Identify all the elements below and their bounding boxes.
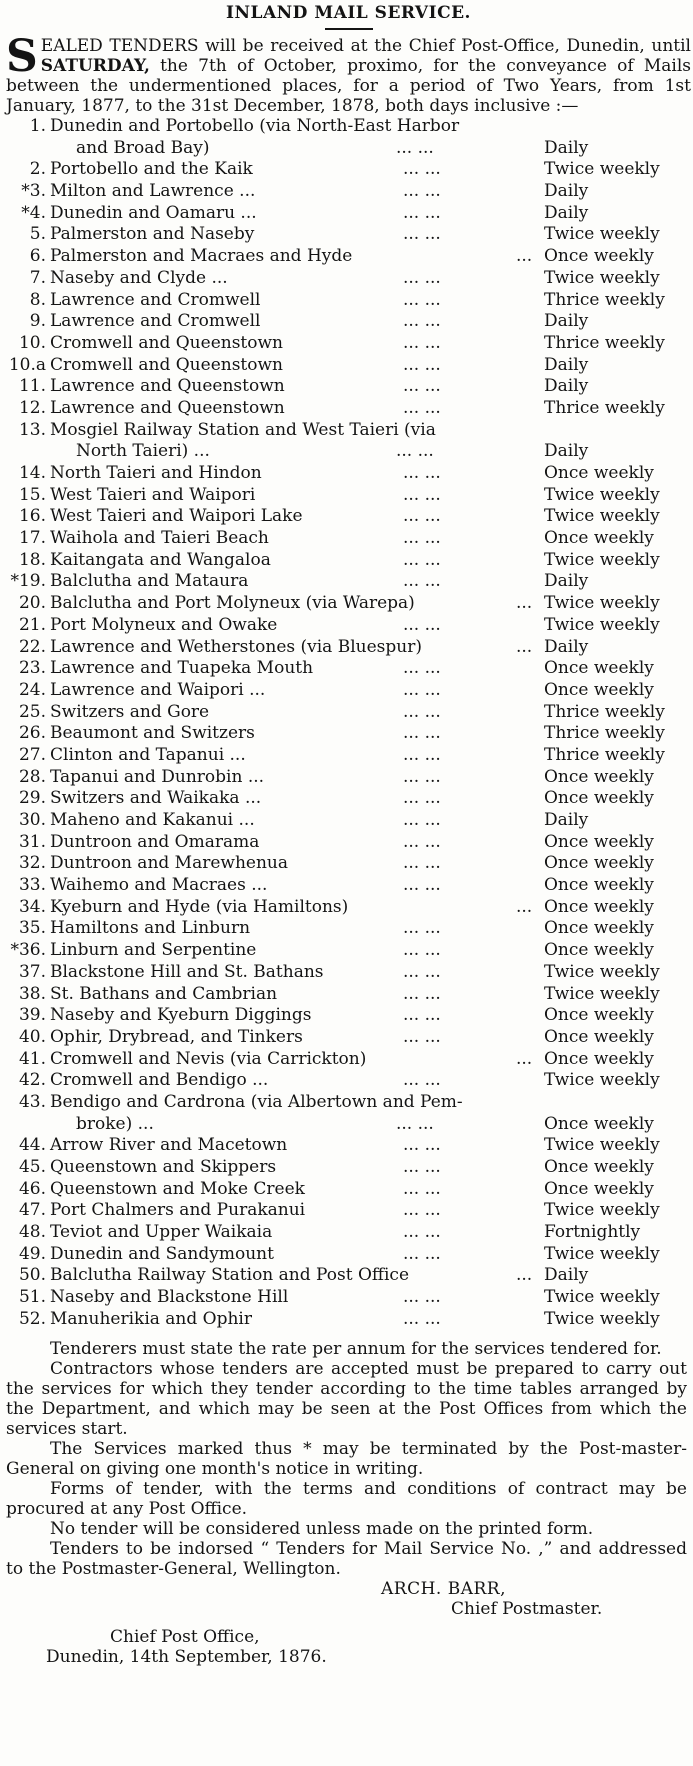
service-number: 33. [18, 875, 46, 896]
note-paragraph: The Services marked thus * may be terminated by the Post-master-General on giving one month's notice in writing. [6, 1438, 687, 1479]
leader-dots: ... ... [403, 831, 441, 852]
service-frequency: Once weekly [544, 831, 654, 852]
dateline-office: Chief Post Office, [110, 1626, 260, 1647]
service-frequency: Once weekly [544, 1026, 654, 1047]
leader-dots: ... ... [403, 332, 441, 353]
service-frequency: Thrice weekly [544, 332, 665, 353]
leader-dots: ... [516, 1048, 533, 1069]
service-number: 9. [29, 311, 46, 332]
service-frequency: Once weekly [544, 1113, 654, 1134]
service-row [6, 1157, 691, 1179]
service-route: Cromwell and Queenstown [50, 354, 283, 375]
service-route: Duntroon and Omarama [50, 831, 260, 852]
leader-dots: ... ... [403, 1200, 441, 1221]
title-rule [325, 28, 373, 30]
leader-dots: ... ... [403, 354, 441, 375]
service-row [6, 918, 691, 940]
service-row-continuation [6, 138, 691, 160]
leader-dots: ... [516, 896, 533, 917]
leader-dots: ... ... [403, 701, 441, 722]
leader-dots: ... ... [396, 137, 434, 158]
intro-text-b: the 7th of October, proximo, for the conveyance of Mails between the undermentioned places, for a period of Two Years, from 1st January, 1877, to the 31st December, 1878, both days inclusive :— [6, 56, 691, 116]
service-route: Beaumont and Switzers [50, 723, 255, 744]
leader-dots: ... ... [403, 528, 441, 549]
leader-dots: ... ... [403, 1287, 441, 1308]
service-number: 35. [18, 918, 46, 939]
note-paragraph: No tender will be considered unless made on the printed form. [50, 1518, 594, 1539]
service-number: 40. [18, 1026, 46, 1047]
leader-dots: ... ... [403, 658, 441, 679]
service-number: 6. [29, 246, 46, 267]
service-number: 18. [18, 549, 46, 570]
service-route: Balclutha Railway Station and Post Office [50, 1265, 410, 1286]
service-row [6, 550, 691, 572]
service-frequency: Twice weekly [544, 1243, 660, 1264]
service-number: 7. [29, 267, 46, 288]
service-frequency: Twice weekly [544, 983, 660, 1004]
leader-dots: ... ... [403, 549, 441, 570]
service-number: 30. [18, 810, 46, 830]
service-frequency: Once weekly [544, 1048, 654, 1069]
service-frequency: Daily [544, 202, 589, 223]
service-number: 48. [18, 1222, 46, 1243]
service-number: 23. [18, 658, 46, 679]
service-number: 24. [18, 679, 46, 700]
service-route: Tapanui and Dunrobin ... [50, 766, 265, 787]
leader-dots: ... ... [403, 1308, 441, 1329]
service-route: Duntroon and Marewhenua [50, 853, 288, 874]
service-route: Port Chalmers and Purakanui [50, 1200, 306, 1221]
service-frequency: Fortnightly [544, 1222, 641, 1243]
leader-dots: ... ... [403, 506, 441, 527]
leader-dots: ... ... [403, 1026, 441, 1047]
service-route: Teviot and Upper Waikaia [50, 1222, 273, 1243]
service-route: Dunedin and Portobello (via North-East Harbor [50, 116, 460, 136]
drop-cap: S [6, 31, 38, 82]
service-number: *3. [21, 181, 46, 202]
service-row [6, 398, 691, 420]
service-row [6, 116, 691, 138]
service-number: 47. [18, 1200, 46, 1221]
leader-dots: ... ... [403, 723, 441, 744]
service-route: Palmerston and Macraes and Hyde [50, 246, 353, 267]
service-frequency: Once weekly [544, 246, 654, 267]
service-route-continuation: and Broad Bay) [76, 137, 210, 158]
intro-text-a: EALED TENDERS will be received at the Chief Post-Office, Dunedin, until [40, 36, 691, 56]
service-route: Balclutha and Port Molyneux (via Warepa) [50, 593, 415, 614]
service-route: Lawrence and Tuapeka Mouth [50, 658, 314, 679]
service-route: Lawrence and Queenstown [50, 376, 285, 397]
service-number: 44. [18, 1135, 46, 1156]
service-frequency: Thrice weekly [544, 744, 665, 765]
leader-dots: ... ... [403, 224, 441, 245]
service-frequency: Daily [544, 354, 589, 375]
service-route: Milton and Lawrence ... [50, 181, 256, 202]
signature-name: ARCH. BARR, [381, 1578, 506, 1599]
service-number: 50. [18, 1265, 46, 1286]
service-frequency: Once weekly [544, 1178, 654, 1199]
service-frequency: Twice weekly [544, 961, 660, 982]
service-frequency: Once weekly [544, 940, 654, 961]
service-row [6, 658, 691, 680]
leader-dots: ... ... [403, 311, 441, 332]
service-route: Mosgiel Railway Station and West Taieri (via [50, 419, 436, 440]
service-frequency: Thrice weekly [544, 723, 665, 744]
service-number: *36. [10, 940, 46, 961]
leader-dots: ... ... [403, 181, 441, 202]
leader-dots: ... ... [403, 788, 441, 809]
service-number: 46. [18, 1178, 46, 1199]
service-number: 32. [18, 853, 46, 874]
service-row [6, 593, 691, 615]
service-route: Waihemo and Macraes ... [50, 875, 268, 896]
service-route: North Taieri and Hindon [50, 463, 262, 483]
service-number: 26. [18, 723, 46, 744]
leader-dots: ... ... [403, 1178, 441, 1199]
service-row [6, 485, 691, 507]
service-row [6, 853, 691, 875]
leader-dots: ... [516, 246, 533, 267]
service-number: 49. [18, 1243, 46, 1264]
service-number: 5. [29, 224, 46, 245]
service-route: Naseby and Clyde ... [50, 267, 228, 288]
dateline-date: Dunedin, 14th September, 1876. [46, 1646, 327, 1667]
service-row [6, 1070, 691, 1092]
service-row [6, 810, 691, 832]
leader-dots: ... ... [396, 441, 434, 462]
service-row [6, 1049, 691, 1071]
service-row [6, 333, 691, 355]
service-frequency: Daily [544, 137, 589, 158]
leader-dots: ... ... [403, 961, 441, 982]
service-row [6, 311, 691, 333]
leader-dots: ... ... [403, 289, 441, 310]
service-number: 51. [18, 1287, 46, 1308]
service-list [6, 116, 691, 1331]
service-frequency: Daily [544, 810, 589, 830]
leader-dots: ... ... [403, 571, 441, 592]
leader-dots: ... ... [403, 810, 441, 830]
leader-dots: ... ... [403, 397, 441, 418]
service-row [6, 1027, 691, 1049]
service-frequency: Thrice weekly [544, 397, 665, 418]
service-frequency: Twice weekly [544, 1200, 660, 1221]
service-number: 41. [18, 1048, 46, 1069]
service-route: West Taieri and Waipori [50, 484, 256, 505]
service-row [6, 355, 691, 377]
service-row [6, 897, 691, 919]
service-row [6, 788, 691, 810]
service-number: 2. [29, 159, 46, 180]
service-row [6, 506, 691, 528]
service-row [6, 723, 691, 745]
service-route: West Taieri and Waipori Lake [50, 506, 303, 527]
service-row [6, 940, 691, 962]
service-frequency: Twice weekly [544, 1287, 660, 1308]
dateline [6, 1627, 691, 1667]
leader-dots: ... ... [403, 875, 441, 896]
service-frequency: Twice weekly [544, 506, 660, 527]
service-row [6, 376, 691, 398]
service-row [6, 1092, 691, 1114]
note-paragraph: Tenderers must state the rate per annum for the services tendered for. [50, 1338, 662, 1359]
service-route: Ophir, Drybread, and Tinkers [50, 1026, 303, 1047]
signature-role: Chief Postmaster. [451, 1598, 603, 1619]
leader-dots: ... ... [403, 202, 441, 223]
service-number: 20. [18, 593, 46, 614]
leader-dots: ... ... [403, 918, 441, 939]
service-row [6, 702, 691, 724]
service-route: Naseby and Kyeburn Diggings [50, 1005, 312, 1026]
service-frequency: Once weekly [544, 463, 654, 483]
service-row [6, 1179, 691, 1201]
service-route: Port Molyneux and Owake [50, 614, 278, 635]
service-route: Manuherikia and Ophir [50, 1308, 252, 1329]
leader-dots: ... [516, 1265, 533, 1286]
service-frequency: Daily [544, 376, 589, 397]
service-number: 25. [18, 701, 46, 722]
service-route: Waihola and Taieri Beach [50, 528, 269, 549]
service-row [6, 637, 691, 659]
service-row [6, 224, 691, 246]
leader-dots: ... ... [403, 1070, 441, 1091]
service-route: Linburn and Serpentine [50, 940, 257, 961]
service-frequency: Daily [544, 311, 589, 332]
service-route: Blackstone Hill and St. Bathans [50, 961, 324, 982]
service-frequency: Daily [544, 1265, 589, 1286]
service-route: Switzers and Waikaka ... [50, 788, 262, 809]
note-paragraph: Tenders to be indorsed “ Tenders for Mail Service No. ,” and addressed to the Postmaster-General, Wellington. [6, 1538, 687, 1579]
service-frequency: Once weekly [544, 766, 654, 787]
leader-dots: ... ... [403, 679, 441, 700]
leader-dots: ... ... [403, 159, 441, 180]
service-route: Cromwell and Bendigo ... [50, 1070, 269, 1091]
service-number: 12. [18, 397, 46, 418]
service-route: Hamiltons and Linburn [50, 918, 251, 939]
service-frequency: Twice weekly [544, 484, 660, 505]
leader-dots: ... ... [403, 267, 441, 288]
service-frequency: Twice weekly [544, 1135, 660, 1156]
service-route: Queenstown and Skippers [50, 1157, 277, 1177]
service-row [6, 528, 691, 550]
service-number: 16. [18, 506, 46, 527]
note-paragraph: Forms of tender, with the terms and conditions of contract may be procured at any Post Office. [6, 1478, 687, 1519]
service-route: St. Bathans and Cambrian [50, 983, 278, 1004]
service-number: 17. [18, 528, 46, 549]
service-number: *19. [10, 571, 46, 592]
service-frequency: Thrice weekly [544, 701, 665, 722]
service-frequency: Once weekly [544, 1005, 654, 1026]
leader-dots: ... ... [403, 744, 441, 765]
leader-dots: ... ... [403, 766, 441, 787]
service-row [6, 875, 691, 897]
service-number: 1. [29, 116, 46, 136]
leader-dots: ... ... [403, 484, 441, 505]
service-number: 8. [29, 289, 46, 310]
service-route: Portobello and the Kaik [50, 159, 253, 180]
service-row [6, 420, 691, 442]
service-frequency: Once weekly [544, 896, 654, 917]
service-frequency: Once weekly [544, 875, 654, 896]
service-number: 31. [18, 831, 46, 852]
service-frequency: Once weekly [544, 918, 654, 939]
service-number: 42. [18, 1070, 46, 1091]
service-number: 39. [18, 1005, 46, 1026]
service-row [6, 745, 691, 767]
service-route: Dunedin and Oamaru ... [50, 202, 257, 223]
leader-dots: ... ... [403, 614, 441, 635]
service-row [6, 1200, 691, 1222]
service-route: Cromwell and Nevis (via Carrickton) [50, 1048, 367, 1069]
leader-dots: ... ... [403, 1243, 441, 1264]
leader-dots: ... ... [403, 1135, 441, 1156]
service-route: Bendigo and Cardrona (via Albertown and Pem- [50, 1091, 463, 1112]
service-number: 21. [18, 614, 46, 635]
service-frequency: Daily [544, 181, 589, 202]
service-route: Lawrence and Cromwell [50, 289, 261, 310]
leader-dots: ... ... [403, 940, 441, 961]
service-route: Balclutha and Mataura [50, 571, 249, 592]
service-number: 14. [18, 463, 46, 483]
service-row [6, 615, 691, 637]
service-route: Lawrence and Queenstown [50, 397, 285, 418]
notes-section [6, 1339, 691, 1579]
service-frequency: Once weekly [544, 853, 654, 874]
note-paragraph: Contractors whose tenders are accepted must be prepared to carry out the services for which they tender according to the time tables arranged by the Department, and which may be seen at the Post Offices from which the services start. [6, 1358, 687, 1439]
service-frequency: Twice weekly [544, 267, 660, 288]
service-route: Switzers and Gore [50, 701, 210, 722]
service-route: Arrow River and Macetown [50, 1135, 288, 1156]
service-row [6, 159, 691, 181]
service-frequency: Twice weekly [544, 1308, 660, 1329]
service-row [6, 1222, 691, 1244]
service-route: Dunedin and Sandymount [50, 1243, 274, 1264]
service-row-continuation [6, 1114, 691, 1136]
signature-block [6, 1579, 691, 1619]
service-route: Kaitangata and Wangaloa [50, 549, 271, 570]
service-row [6, 203, 691, 225]
service-frequency: Twice weekly [544, 614, 660, 635]
service-frequency: Twice weekly [544, 593, 660, 614]
leader-dots: ... ... [403, 1222, 441, 1243]
service-row [6, 268, 691, 290]
service-frequency: Twice weekly [544, 1070, 660, 1091]
service-frequency: Once weekly [544, 658, 654, 679]
service-route: Maheno and Kakanui ... [50, 810, 255, 830]
leader-dots: ... ... [403, 983, 441, 1004]
service-row [6, 962, 691, 984]
service-row-continuation [6, 441, 691, 463]
service-route: Lawrence and Cromwell [50, 311, 261, 332]
service-row [6, 463, 691, 485]
service-row [6, 1135, 691, 1157]
service-route: Naseby and Blackstone Hill [50, 1287, 289, 1308]
leader-dots: ... ... [403, 853, 441, 874]
service-row [6, 1005, 691, 1027]
service-frequency: Twice weekly [544, 159, 660, 180]
service-number: *4. [21, 202, 46, 223]
service-row [6, 1309, 691, 1331]
service-route: Clinton and Tapanui ... [50, 744, 246, 765]
page-title: INLAND MAIL SERVICE. [226, 3, 471, 23]
service-route: Queenstown and Moke Creek [50, 1178, 305, 1199]
service-frequency: Daily [544, 571, 589, 592]
leader-dots: ... [516, 636, 533, 657]
service-route: Lawrence and Wetherstones (via Bluespur) [50, 636, 422, 657]
service-number: 29. [18, 788, 46, 809]
service-route: Kyeburn and Hyde (via Hamiltons) [50, 896, 349, 917]
service-frequency: Once weekly [544, 679, 654, 700]
service-number: 45. [18, 1157, 46, 1177]
service-row [6, 1287, 691, 1309]
service-frequency: Once weekly [544, 788, 654, 809]
service-frequency: Twice weekly [544, 549, 660, 570]
leader-dots: ... ... [403, 1157, 441, 1177]
service-number: 11. [18, 376, 46, 397]
service-frequency: Daily [544, 636, 589, 657]
service-route: Cromwell and Queenstown [50, 332, 283, 353]
service-row [6, 767, 691, 789]
service-number: 15. [18, 484, 46, 505]
service-frequency: Once weekly [544, 528, 654, 549]
service-number: 13. [18, 419, 46, 440]
service-number: 34. [18, 896, 46, 917]
service-route: Palmerston and Naseby [50, 224, 255, 245]
leader-dots: ... ... [403, 1005, 441, 1026]
leader-dots: ... ... [396, 1113, 434, 1134]
service-route: Lawrence and Waipori ... [50, 679, 266, 700]
service-number: 27. [18, 744, 46, 765]
service-number: 22. [18, 636, 46, 657]
service-row [6, 246, 691, 268]
intro-paragraph [6, 31, 691, 116]
service-number: 37. [18, 961, 46, 982]
service-number: 38. [18, 983, 46, 1004]
service-row [6, 832, 691, 854]
service-number: 52. [18, 1308, 46, 1329]
service-number: 10.a [8, 354, 46, 375]
advertisement-page [0, 2, 693, 1766]
leader-dots: ... ... [403, 376, 441, 397]
service-route-continuation: broke) ... [76, 1113, 154, 1134]
leader-dots: ... [516, 593, 533, 614]
service-number: 43. [18, 1091, 46, 1112]
service-row [6, 1265, 691, 1287]
service-row [6, 571, 691, 593]
service-number: 10. [18, 332, 46, 353]
service-row [6, 181, 691, 203]
service-row [6, 1244, 691, 1266]
service-row [6, 290, 691, 312]
service-row [6, 680, 691, 702]
service-route-continuation: North Taieri) ... [76, 441, 210, 462]
service-row [6, 984, 691, 1006]
intro-saturday: SATURDAY, [40, 56, 150, 76]
service-frequency: Once weekly [544, 1157, 654, 1177]
service-frequency: Thrice weekly [544, 289, 665, 310]
service-frequency: Daily [544, 441, 589, 462]
service-frequency: Twice weekly [544, 224, 660, 245]
service-number: 28. [18, 766, 46, 787]
leader-dots: ... ... [403, 463, 441, 483]
